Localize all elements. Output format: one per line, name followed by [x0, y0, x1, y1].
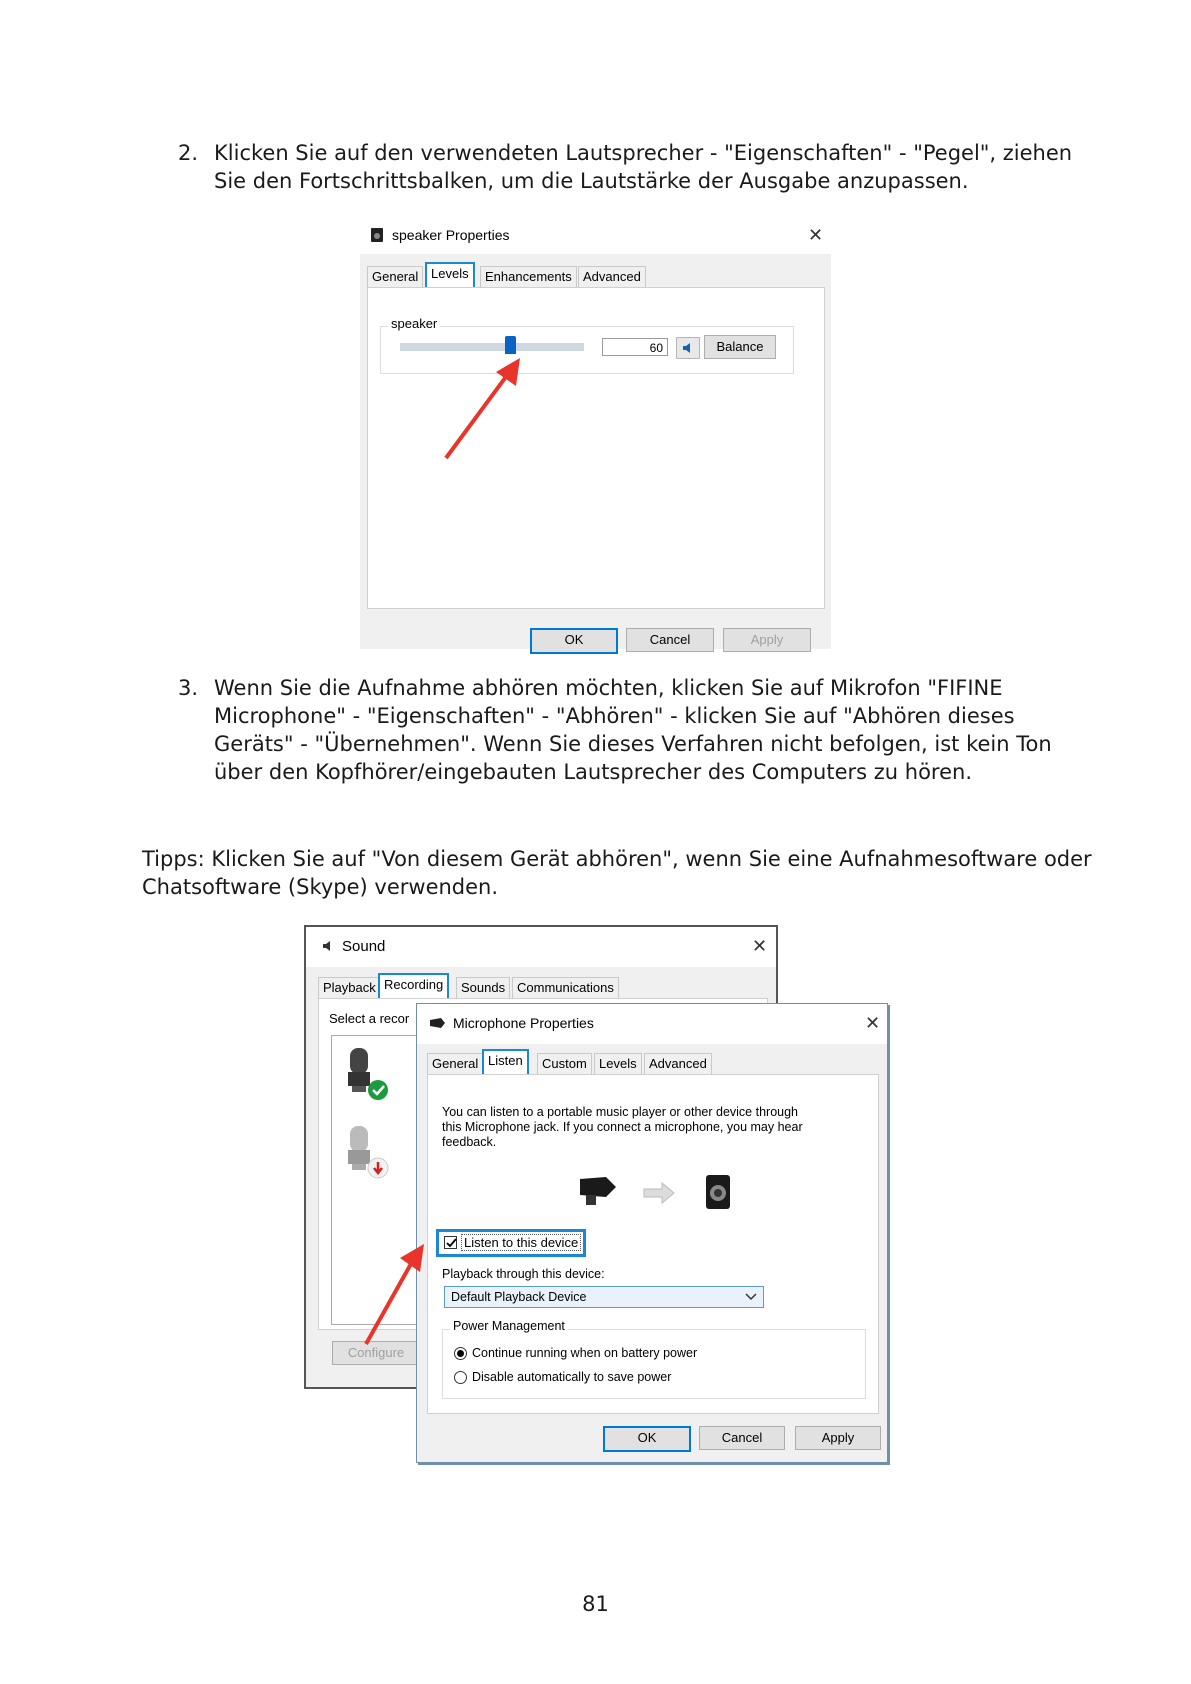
microphone-icon — [340, 1044, 390, 1104]
tip-text — [142, 845, 1092, 901]
volume-track[interactable] — [400, 343, 584, 351]
step-2-line-1: Klicken Sie auf den verwendeten Lautsprecher - "Eigenschaften" - "Pegel", ziehen — [214, 141, 1073, 165]
microphone-disabled-icon — [340, 1122, 390, 1182]
volume-thumb[interactable] — [505, 336, 516, 354]
radio-disable[interactable] — [454, 1371, 467, 1384]
tab-recording[interactable]: Recording — [378, 973, 449, 1001]
tip-line-1: Tipps: Klicken Sie auf "Von diesem Gerät abhören", wenn Sie eine Aufnahmesoftware oder — [142, 847, 1092, 871]
ok-button[interactable]: OK — [530, 628, 618, 654]
listen-checkbox-label[interactable]: Listen to this device — [461, 1234, 581, 1251]
red-arrow-icon — [360, 1240, 430, 1350]
tab-communications[interactable]: Communications — [512, 977, 619, 998]
tab-listen[interactable]: Listen — [482, 1049, 529, 1077]
configure-button[interactable]: Configure — [332, 1341, 420, 1365]
mic-to-speaker-illustration — [578, 1173, 748, 1217]
apply-button[interactable]: Apply — [723, 628, 811, 652]
cancel-button[interactable]: Cancel — [626, 628, 714, 652]
step-3-number: 3. — [178, 676, 199, 700]
tab-custom[interactable]: Custom — [537, 1053, 592, 1074]
radio-continue-label[interactable]: Continue running when on battery power — [472, 1346, 698, 1360]
step-3-line-4: über den Kopfhörer/eingebauten Lautsprecher des Computers zu hören. — [214, 760, 972, 784]
page-number: 81 — [582, 1592, 609, 1616]
tab-general[interactable]: General — [367, 266, 423, 287]
microphone-properties-dialog — [416, 1003, 888, 1463]
chevron-down-icon — [745, 1293, 757, 1301]
tab-general[interactable]: General — [427, 1053, 483, 1074]
levels-panel — [367, 287, 825, 609]
step-3-line-1: Wenn Sie die Aufnahme abhören möchten, klicken Sie auf Mikrofon "FIFINE — [214, 676, 1003, 700]
playback-select-value: Default Playback Device — [451, 1290, 587, 1304]
apply-button[interactable]: Apply — [795, 1426, 881, 1450]
mute-button[interactable] — [676, 337, 700, 359]
radio-continue[interactable] — [454, 1347, 467, 1360]
playback-label: Playback through this device: — [442, 1267, 605, 1281]
cancel-button[interactable]: Cancel — [699, 1426, 785, 1450]
close-icon[interactable]: ✕ — [752, 936, 768, 956]
tab-levels[interactable]: Levels — [425, 262, 475, 290]
balance-button[interactable]: Balance — [704, 335, 776, 359]
microphone-small-icon — [429, 1017, 447, 1029]
dialog-title: Sound — [342, 938, 386, 955]
desc-line-2: this Microphone jack. If you connect a microphone, you may hear — [442, 1120, 803, 1134]
dialog-title: Microphone Properties — [453, 1015, 594, 1031]
microphone-graphic-icon — [580, 1177, 616, 1205]
listen-description — [442, 1105, 803, 1150]
radio-disable-label[interactable]: Disable automatically to save power — [472, 1370, 672, 1384]
step-3-line-2: Microphone" - "Eigenschaften" - "Abhören" - klicken Sie auf "Abhören dieses — [214, 704, 1015, 728]
tab-playback[interactable]: Playback — [318, 977, 381, 998]
volume-icon — [677, 338, 699, 358]
close-icon[interactable]: ✕ — [808, 225, 824, 245]
sound-icon — [320, 938, 336, 954]
power-management-label: Power Management — [450, 1319, 568, 1333]
tip-line-2: Chatsoftware (Skype) verwenden. — [142, 875, 499, 899]
tab-sounds[interactable]: Sounds — [456, 977, 510, 998]
speaker-properties-dialog — [360, 216, 831, 649]
select-device-text: Select a recor — [329, 1011, 410, 1026]
listen-checkbox[interactable] — [444, 1236, 457, 1249]
step-2-line-2: Sie den Fortschrittsbalken, um die Lautstärke der Ausgabe anzupassen. — [214, 169, 969, 193]
volume-value[interactable]: 60 — [602, 338, 668, 356]
tab-advanced[interactable]: Advanced — [644, 1053, 712, 1074]
ok-button[interactable]: OK — [603, 1426, 691, 1452]
desc-line-1: You can listen to a portable music player or other device through — [442, 1105, 798, 1119]
listen-panel — [427, 1074, 879, 1414]
step-2-number: 2. — [178, 141, 199, 165]
tab-levels[interactable]: Levels — [594, 1053, 642, 1074]
close-icon[interactable]: ✕ — [865, 1013, 881, 1033]
tab-advanced[interactable]: Advanced — [578, 266, 646, 287]
power-management-group — [442, 1329, 866, 1399]
red-arrow-icon — [438, 354, 528, 464]
dialog-title: speaker Properties — [392, 227, 510, 243]
playback-device-select[interactable] — [444, 1286, 764, 1308]
check-icon — [445, 1237, 458, 1250]
step-2-text — [214, 139, 1072, 195]
desc-line-3: feedback. — [442, 1135, 497, 1149]
arrow-right-icon — [644, 1183, 674, 1203]
speaker-icon — [370, 227, 384, 243]
step-3-line-3: Geräts" - "Übernehmen". Wenn Sie dieses Verfahren nicht befolgen, ist kein Ton — [214, 732, 1052, 756]
speaker-graphic-icon — [706, 1175, 730, 1209]
group-label: speaker — [388, 316, 440, 331]
tab-enhancements[interactable]: Enhancements — [480, 266, 577, 287]
step-3-text — [214, 674, 1052, 786]
